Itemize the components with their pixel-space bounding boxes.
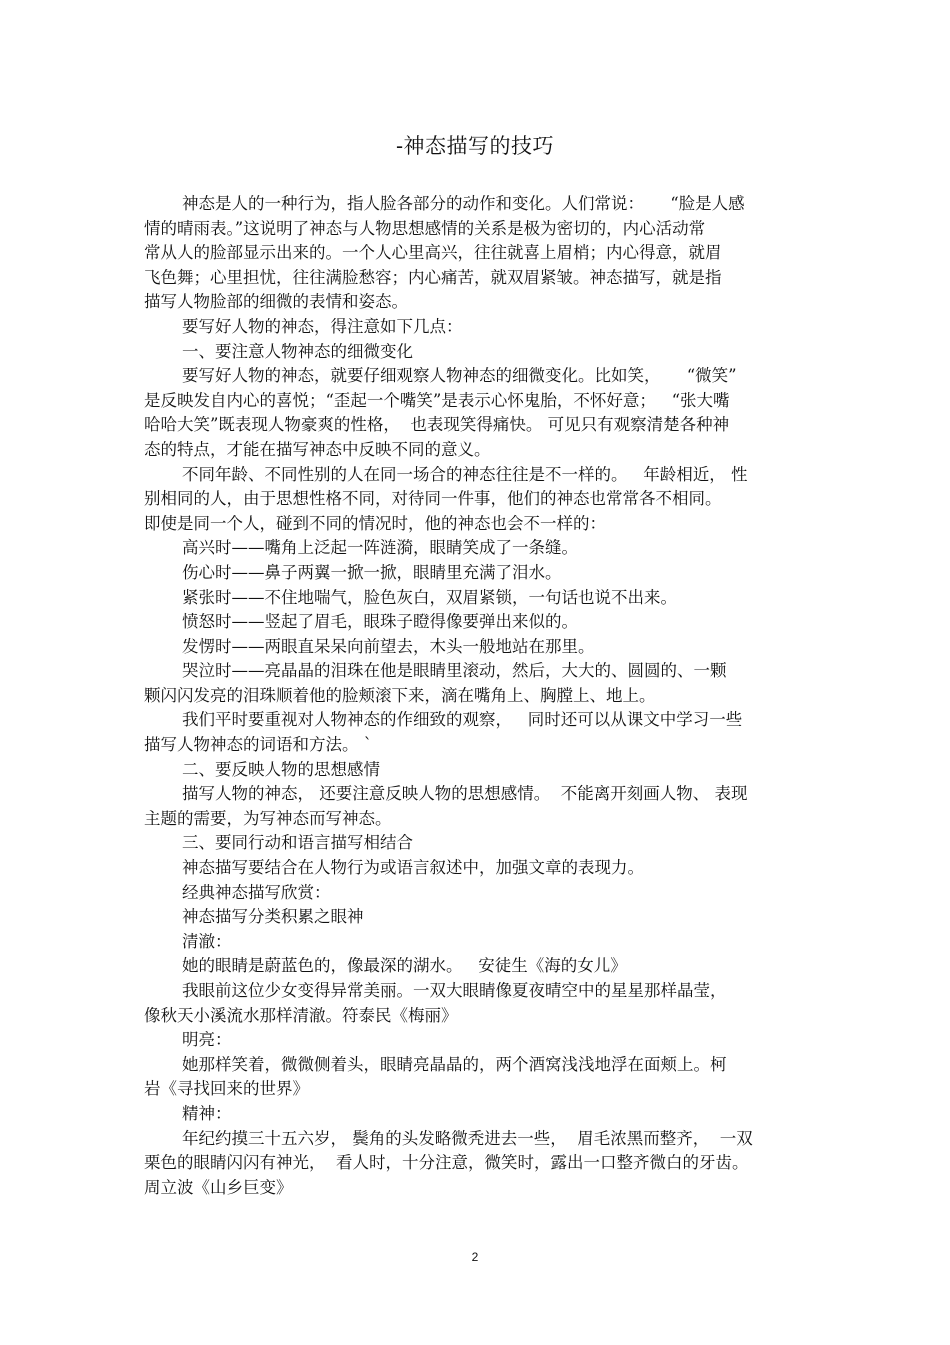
text-line: 常从人的脸部显示出来的。一个人心里高兴，往往就喜上眉梢；内心得意，就眉 (144, 243, 722, 263)
page-number: 2 (471, 1250, 479, 1264)
text-line: 情的晴雨表。”这说明了神态与人物思想感情的关系是极为密切的，内心活动常 (144, 218, 706, 238)
text-line: 描写人物脸部的细微的表情和姿态。 (144, 292, 408, 312)
document-body (144, 192, 808, 1200)
text-line: 愤怒时——竖起了眉毛，眼珠子瞪得像要弹出来似的。 (182, 612, 578, 632)
text-line: 紧张时——不住地喘气，脸色灰白，双眉紧锁，一句话也说不出来。 (182, 587, 677, 607)
text-line: 伤心时——鼻子两翼一掀一掀，眼睛里充满了泪水。 (182, 562, 562, 582)
text-line: 我们平时要重视对人物神态的作细致的观察， 同时还可以从课文中学习一些 (182, 710, 743, 730)
text-line: 即使是同一个人，碰到不同的情况时，他的神态也会不一样的： (144, 513, 606, 533)
text-line: 神态是人的一种行为，指人脸各部分的动作和变化。人们常说： “脸是人感 (182, 194, 745, 213)
text-line: 我眼前这位少女变得异常美丽。一双大眼睛像夏夜晴空中的星星那样晶莹， (182, 981, 727, 1000)
text-line: 她那样笑着，微微侧着头，眼睛亮晶晶的，两个酒窝浅浅地浮在面颊上。柯 (182, 1054, 727, 1074)
text-line: 要写好人物的神态，得注意如下几点： (182, 316, 463, 336)
text-line: 一、要注意人物神态的细微变化 (182, 341, 413, 361)
text-line: 神态描写分类积累之眼神 (182, 907, 364, 927)
text-line: 描写人物的神态， 还要注意反映人物的思想感情。 不能离开刻画人物、 表现 (182, 784, 748, 804)
text-line: 二、要反映人物的思想感情 (182, 759, 380, 779)
text-line: 飞色舞；心里担忧，往往满脸愁容；内心痛苦，就双眉紧皱。神态描写，就是指 (144, 267, 722, 287)
text-line: 要写好人物的神态，就要仔细观察人物神态的细微变化。比如笑， “微笑” (182, 366, 737, 386)
text-line: 哭泣时——亮晶晶的泪珠在他是眼睛里滚动，然后，大大的、圆圆的、一颗 (182, 661, 727, 681)
text-line: 不同年龄、不同性别的人在同一场合的神态往往是不一样的。 年龄相近， 性 (182, 464, 748, 484)
text-line: 三、要同行动和语言描写相结合 (182, 833, 413, 853)
text-line: 她的眼睛是蔚蓝色的，像最深的湖水。 安徒生《海的女儿》 (182, 956, 627, 976)
document-title: -神态描写的技巧 (395, 134, 555, 158)
text-line: 哈哈大笑”既表现人物豪爽的性格， 也表现笑得痛快。 可见只有观察清楚各种神 (144, 415, 730, 435)
text-line: 明亮： (182, 1030, 232, 1050)
text-line: 颗闪闪发亮的泪珠顺着他的脸颊滚下来，滴在嘴角上、胸膛上、地上。 (144, 685, 656, 705)
text-line: 像秋天小溪流水那样清澈。符泰民《梅丽》 (144, 1005, 458, 1025)
text-line: 主题的需要，为写神态而写神态。 (144, 808, 392, 828)
text-line: 高兴时——嘴角上泛起一阵涟漪，眼睛笑成了一条缝。 (182, 538, 578, 558)
text-line: 清澈： (182, 931, 232, 951)
text-line: 年纪约摸三十五六岁， 鬓角的头发略微秃进去一些， 眉毛浓黑而整齐， 一双 (182, 1128, 753, 1148)
text-line: 精神： (182, 1103, 232, 1123)
text-line: 栗色的眼睛闪闪有神光， 看人时，十分注意，微笑时，露出一口整齐微白的牙齿。 (144, 1153, 749, 1173)
text-line: 周立波《山乡巨变》 (144, 1177, 293, 1197)
text-line: 是反映发自内心的喜悦；“歪起一个嘴笑”是表示心怀鬼胎，不怀好意； “张大嘴 (144, 390, 730, 410)
text-line: 岩《寻找回来的世界》 (144, 1079, 309, 1099)
text-line: 描写人物神态的词语和方法。 ` (144, 735, 372, 755)
text-line: 别相同的人，由于思想性格不同，对待同一件事，他们的神态也常常各不相同。 (144, 489, 722, 509)
text-line: 态的特点，才能在描写神态中反映不同的意义。 (144, 439, 491, 459)
text-line: 发愣时——两眼直呆呆向前望去，木头一般地站在那里。 (182, 636, 595, 656)
text-line: 神态描写要结合在人物行为或语言叙述中，加强文章的表现力。 (182, 858, 644, 878)
text-line: 经典神态描写欣赏： (182, 882, 331, 902)
